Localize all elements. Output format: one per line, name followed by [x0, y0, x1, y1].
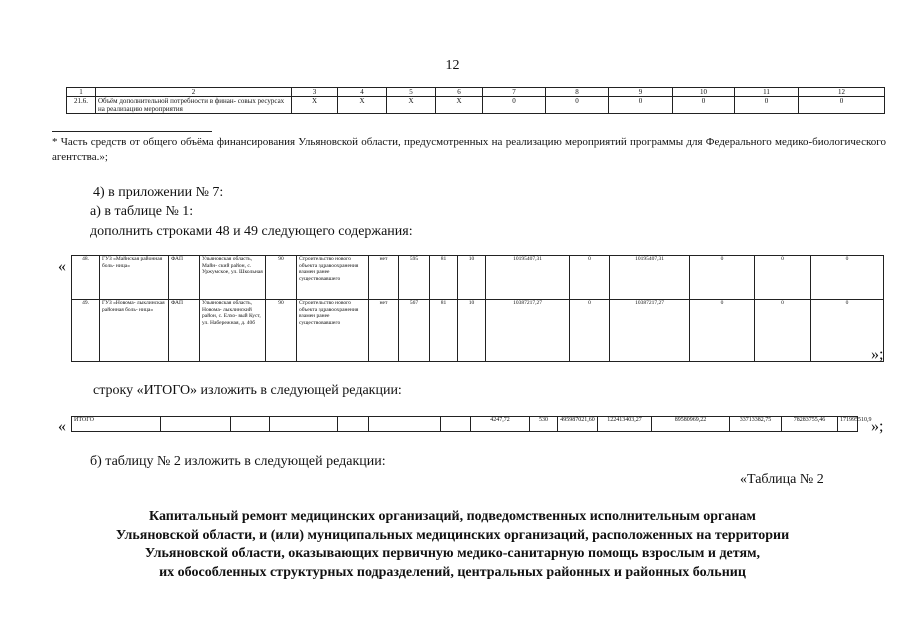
header-cell: 1: [67, 88, 96, 97]
heading-line: Ульяновской области, и (или) муниципальных медицинских организаций, расположенных на территории: [115, 527, 790, 543]
table-cell: Объём дополнительной потребности в финан- совых ресурсах на реализацию мероприятия: [96, 97, 292, 114]
table-cell: [161, 417, 231, 432]
heading-line: их обособленных структурных подразделений, центральных районных и районных больниц: [159, 564, 746, 580]
table-cell: 0: [609, 97, 673, 114]
table-cell: Ульяновская область, Новома- лыклинский район, с. Елхо- вый Куст, ул. Набережная, д. 40б: [200, 300, 266, 362]
table-cell: 10387217,27: [486, 300, 570, 362]
opening-quote: «: [58, 258, 66, 275]
header-cell: 7: [483, 88, 546, 97]
header-cell: 9: [609, 88, 673, 97]
table-cell: 10195407,31: [486, 256, 570, 300]
table-cell: Х: [338, 97, 387, 114]
header-cell: 8: [546, 88, 609, 97]
header-cell: 6: [436, 88, 483, 97]
section-heading: [0, 508, 905, 582]
paragraph-item-a: а) в таблице № 1:: [90, 204, 194, 219]
table-cell: 0: [546, 97, 609, 114]
table-cell: [441, 417, 471, 432]
table-cell: 122413403,27: [598, 417, 652, 432]
table-cell: 595: [399, 256, 430, 300]
table-cell: Х: [387, 97, 436, 114]
table-cell: Строительство нового объекта здравоохранения взамен ранее существовавшего: [297, 300, 369, 362]
closing-quote: »;: [871, 346, 884, 363]
footnote: * Часть средств от общего объёма финансирования Ульяновской области, предусмотренных на реализацию мероприятий программы для Федерального медико-биологического агентства.»;: [52, 136, 886, 163]
table-cell: 10: [458, 300, 486, 362]
table-cell: [270, 417, 338, 432]
table-cell: 0: [811, 256, 884, 300]
added-rows-table: [71, 255, 884, 362]
table-cell: ИТОГО: [72, 417, 161, 432]
page-number: 12: [445, 58, 460, 73]
table-cell: 78283755,46: [782, 417, 838, 432]
table-cell: 495987021,60: [558, 417, 598, 432]
table-cell: нет: [369, 300, 399, 362]
opening-quote: «: [58, 418, 66, 435]
table-cell: 530: [530, 417, 558, 432]
table-cell: Х: [436, 97, 483, 114]
table-cell: Ульяновская область, Майн- ский район, с. Уржумское, ул. Школьная: [200, 256, 266, 300]
table-cell: 89580969,22: [652, 417, 730, 432]
table-cell: 0: [570, 300, 610, 362]
header-cell: 12: [799, 88, 885, 97]
table-cell: 90: [266, 300, 297, 362]
table-cell: нет: [369, 256, 399, 300]
table-cell: 49.: [72, 300, 100, 362]
table-cell: 0: [570, 256, 610, 300]
table-cell: Строительство нового объекта здравоохранения взамен ранее существовавшего: [297, 256, 369, 300]
table-cell: 0: [690, 300, 755, 362]
table-cell: 4247,72: [471, 417, 530, 432]
table-cell: 171995510,9: [838, 417, 858, 432]
table-cell: 0: [735, 97, 799, 114]
table-cell: 33713382,75: [730, 417, 782, 432]
header-cell: 2: [96, 88, 292, 97]
table-row: [72, 300, 884, 362]
table-row: [72, 417, 858, 432]
footnote-separator: [52, 131, 212, 132]
table-cell: 0: [755, 256, 811, 300]
table-cell: ФАП: [169, 256, 200, 300]
previous-table: [66, 87, 885, 114]
paragraph-itogo: строку «ИТОГО» изложить в следующей редакции:: [93, 383, 402, 398]
table-cell: 10195407,31: [610, 256, 690, 300]
table-cell: [369, 417, 441, 432]
table-row: [72, 256, 884, 300]
table-cell: 0: [755, 300, 811, 362]
table-cell: [231, 417, 270, 432]
table-cell: 0: [483, 97, 546, 114]
header-cell: 3: [292, 88, 338, 97]
table-cell: 567: [399, 300, 430, 362]
table-row: [67, 97, 885, 114]
table-header-row: [67, 88, 885, 97]
header-cell: 10: [673, 88, 735, 97]
heading-line: Ульяновской области, оказывающих первичную медико-санитарную помощь взрослым и детям,: [144, 546, 761, 561]
table-cell: 90: [266, 256, 297, 300]
header-cell: 5: [387, 88, 436, 97]
table-cell: 0: [799, 97, 885, 114]
table-cell: 81: [430, 256, 458, 300]
table-cell: ГУЗ «Майнская районная боль- ница»: [100, 256, 169, 300]
table-cell: 0: [690, 256, 755, 300]
header-cell: 11: [735, 88, 799, 97]
closing-quote: »;: [871, 418, 884, 435]
table-cell: 48.: [72, 256, 100, 300]
table-reference: «Таблица № 2: [740, 472, 824, 487]
paragraph-item-b: б) таблицу № 2 изложить в следующей редакции:: [90, 454, 386, 469]
table-cell: 0: [673, 97, 735, 114]
table-cell: 21.6.: [67, 97, 96, 114]
table-cell: 10: [458, 256, 486, 300]
table-cell: ФАП: [169, 300, 200, 362]
heading-line: Капитальный ремонт медицинских организаций, подведомственных исполнительным органам: [149, 509, 756, 524]
table-cell: 81: [430, 300, 458, 362]
table-cell: ГУЗ «Новома- лыклинская районная боль- ница»: [100, 300, 169, 362]
paragraph-item-4: 4) в приложении № 7:: [93, 185, 224, 200]
table-cell: [338, 417, 369, 432]
paragraph-add-rows: дополнить строками 48 и 49 следующего содержания:: [90, 224, 413, 239]
itogo-table: [71, 416, 872, 432]
table-cell: 10387217,27: [610, 300, 690, 362]
table-cell: Х: [292, 97, 338, 114]
header-cell: 4: [338, 88, 387, 97]
table-cell: 0: [811, 300, 884, 362]
